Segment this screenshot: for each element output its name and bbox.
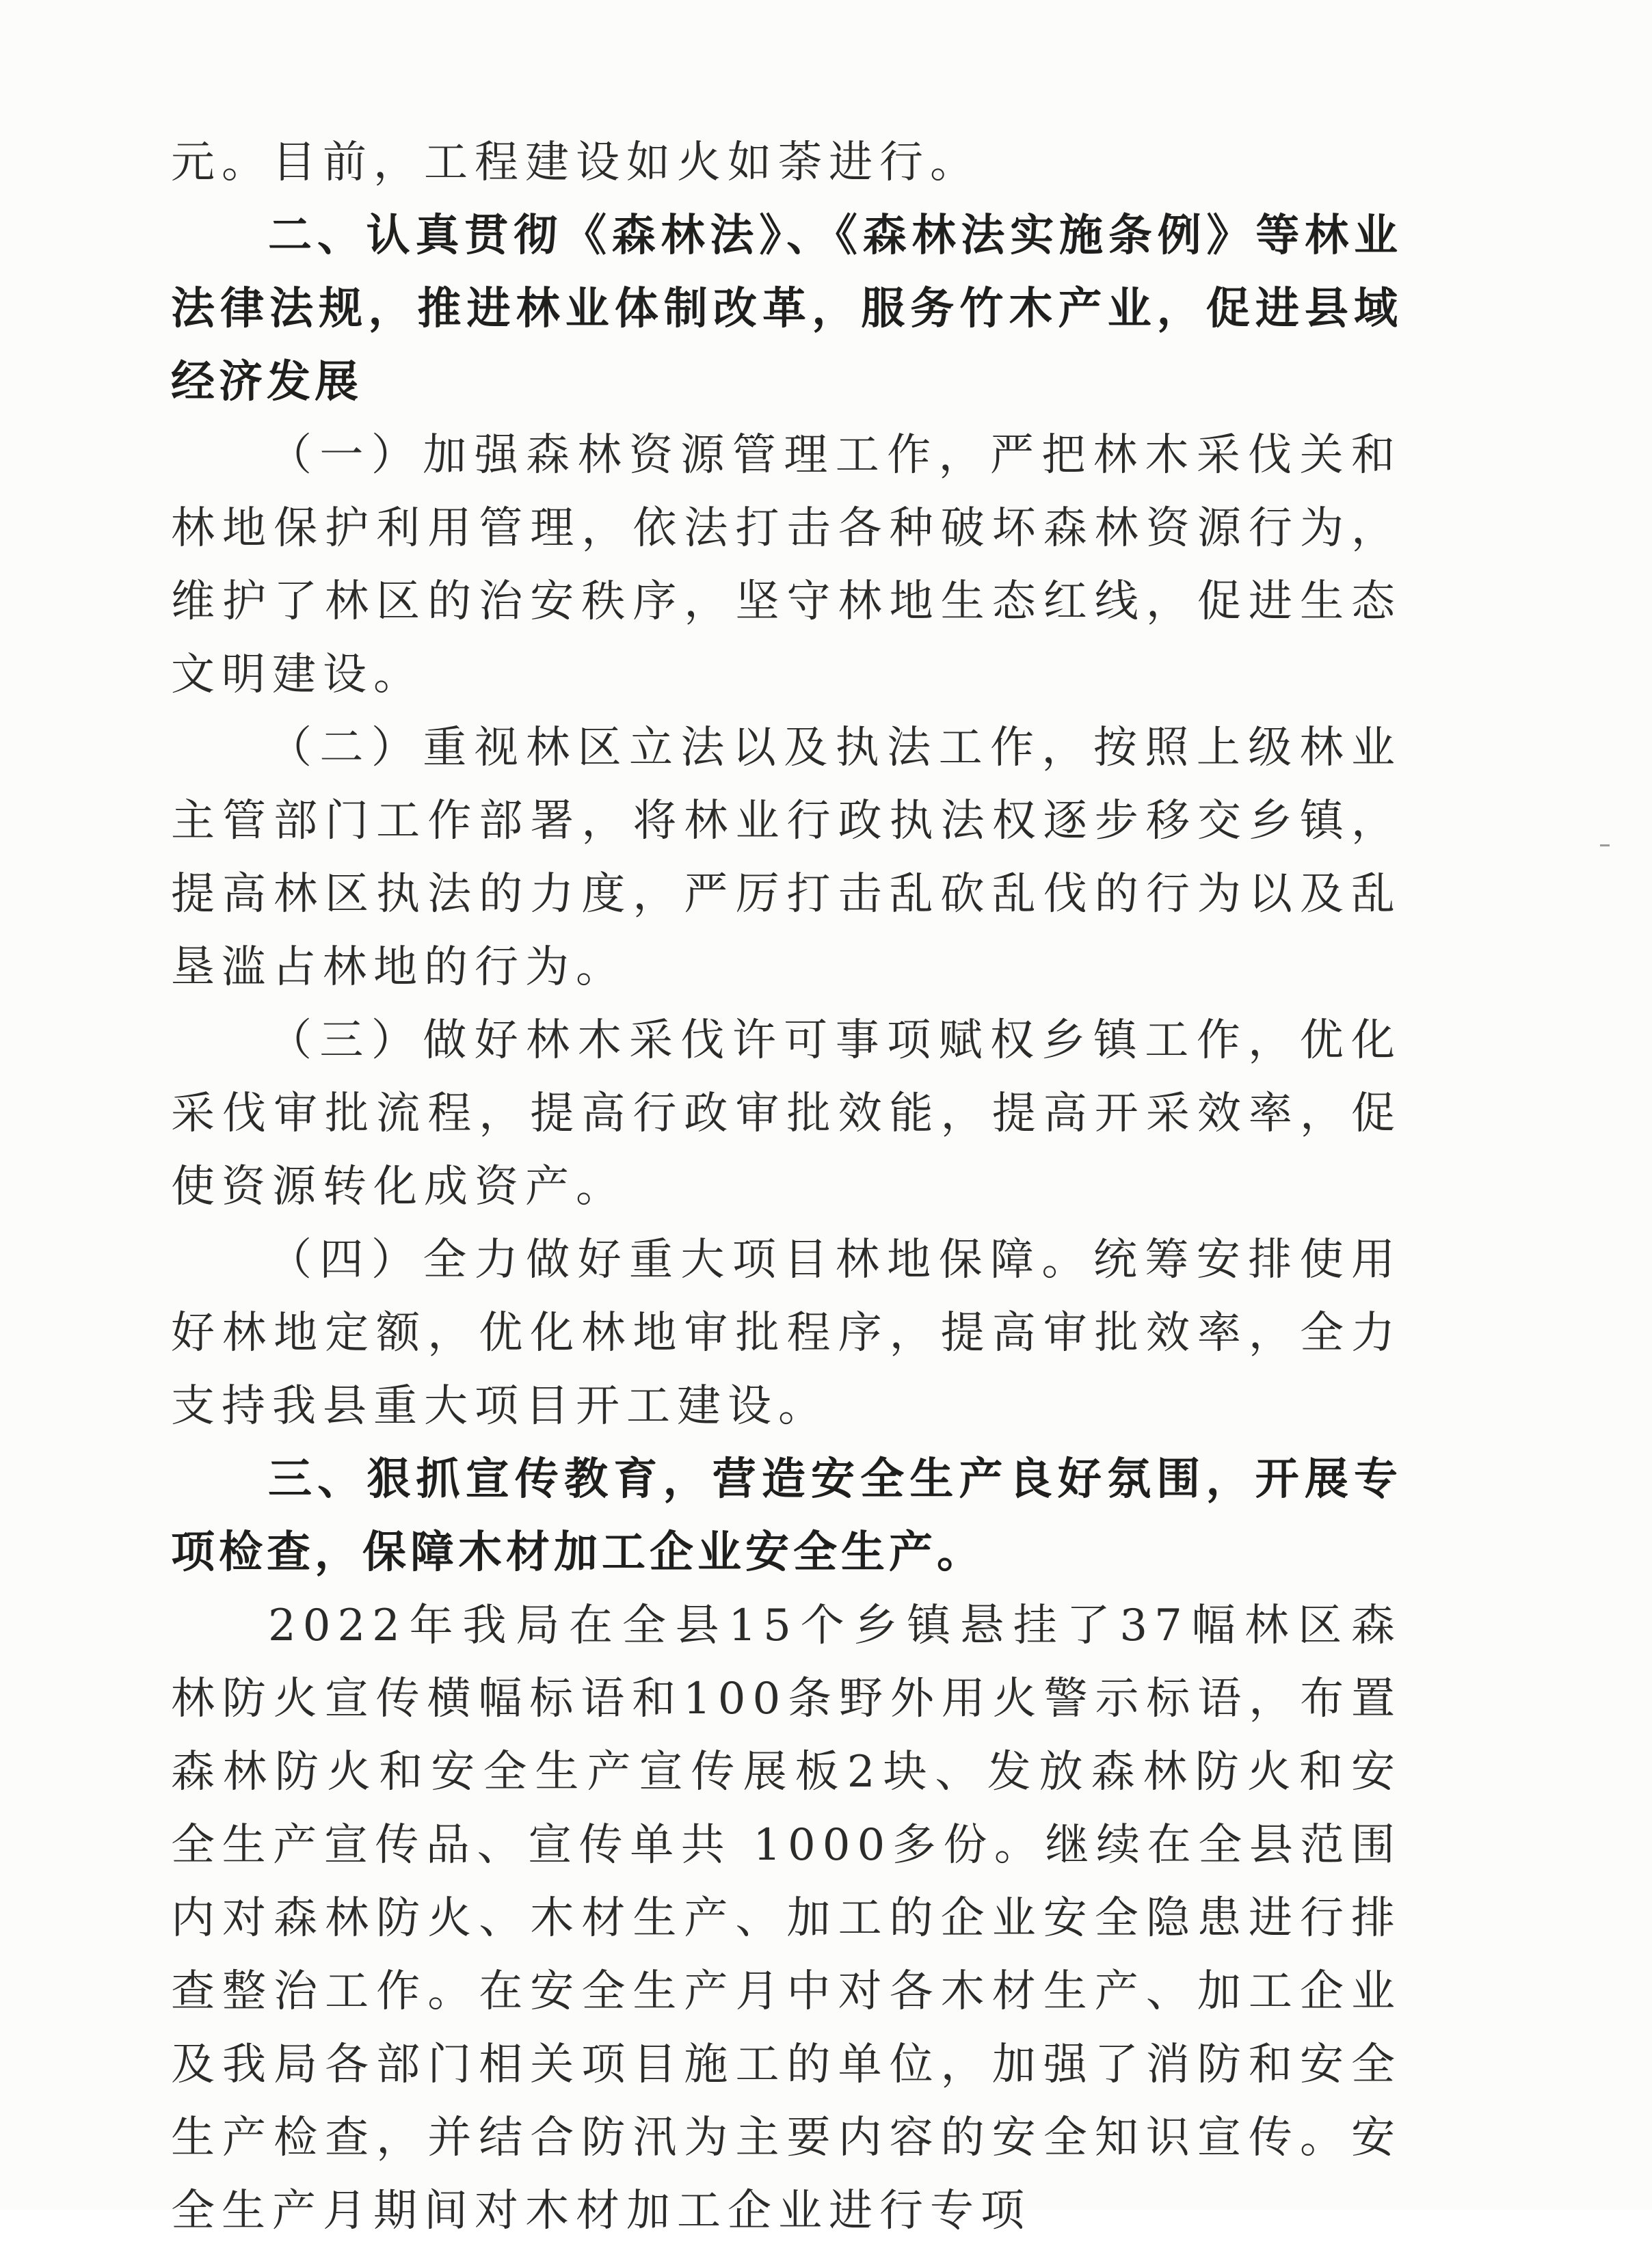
paragraph-item-4: （四）全力做好重大项目林地保障。统筹安排使用好林地定额，优化林地审批程序，提高审批效率，全力支持我县重大项目开工建设。 [171,1235,1402,1432]
paragraph-item-3: （三）做好林木采伐许可事项赋权乡镇工作，优化采伐审批流程，提高行政审批效能，提高开采效率，促使资源转化成资产。 [171,1015,1402,1212]
paragraph-continuation: 元。目前，工程建设如火如荼进行。 [171,137,981,188]
section-heading-2: 二、认真贯彻《森林法》、《森林法实施条例》等林业法律法规，推进林业体制改革，服务竹木产业，促进县域经济发展 [171,211,1402,407]
paragraph-body: 2022年我局在全县15个乡镇悬挂了37幅林区森林防火宣传横幅标语和100条野外用火警示标语，布置森林防火和安全生产宣传展板2块、发放森林防火和安全生产宣传品、宣传单共 1000多份。继续在全县范围内对森林防火、木材生产、加工的企业安全隐患进行排查整治工作。在安全生产月中对各木材生产、加工企业及我局各部门相关项目施工的单位，加强了消防和安全生产检查，并结合防汛为主要内容的安全知识宣传。安全生产月期间对木材加工企业进行专项 [171,1601,1402,2236]
section-heading-3: 三、狠抓宣传教育，营造安全生产良好氛围，开展专项检查，保障木材加工企业安全生产。 [171,1454,1402,1578]
document-body [171,126,1402,2248]
paragraph-item-2: （二）重视林区立法以及执法工作，按照上级林业主管部门工作部署，将林业行政执法权逐步移交乡镇，提高林区执法的力度，严厉打击乱砍乱伐的行为以及乱垦滥占林地的行为。 [171,723,1402,993]
scan-speck [1600,844,1610,846]
paragraph-item-1: （一）加强森林资源管理工作，严把林木采伐关和林地保护利用管理，依法打击各种破坏森林资源行为，维护了林区的治安秩序，坚守林地生态红线，促进生态文明建设。 [171,430,1402,700]
